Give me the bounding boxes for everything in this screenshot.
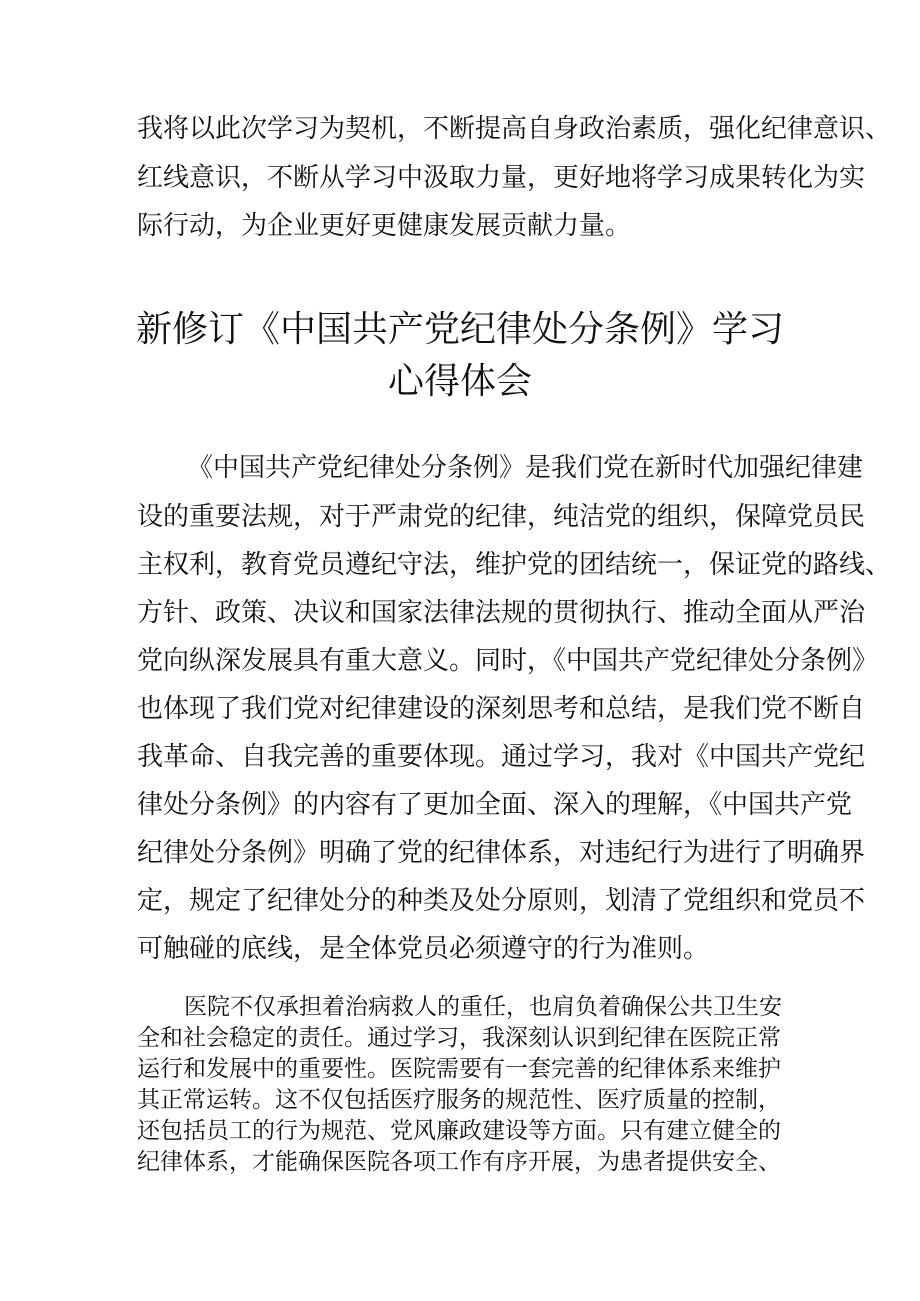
paragraph-line: 纪律处分条例》明确了党的纪律体系，对违纪行为进行了明确界	[137, 838, 866, 868]
paragraph-line: 《中国共产党纪律处分条例》是我们党在新时代加强纪律建	[187, 453, 864, 483]
paragraph-line: 方针、政策、决议和国家法律法规的贯彻执行、推动全面从严治	[137, 598, 866, 628]
paragraph-line: 也体现了我们党对纪律建设的深刻思考和总结，是我们党不断自	[137, 694, 866, 724]
paragraph-line: 律处分条例》的内容有了更加全面、深入的理解，《中国共产党	[137, 790, 853, 820]
paragraph-line: 纪律体系，才能确保医院各项工作有序开展，为患者提供安全、	[137, 1149, 781, 1175]
paragraph-line: 党向纵深发展具有重大意义。同时，《中国共产党纪律处分条例》	[137, 646, 879, 676]
title-line: 心得体会	[387, 361, 532, 402]
paragraph-line: 运行和发展中的重要性。医院需要有一套完善的纪律体系来维护	[137, 1056, 781, 1082]
paragraph-line: 其正常运转。这不仅包括医疗服务的规范性、医疗质量的控制，	[137, 1087, 781, 1113]
intro-line: 际行动，为企业更好更健康发展贡献力量。	[137, 211, 632, 241]
paragraph-line: 主权利，教育党员遵纪守法，维护党的团结统一，保证党的路线、	[137, 550, 892, 580]
intro-line: 我将以此次学习为契机，不断提高自身政治素质，强化纪律意识、	[137, 114, 892, 144]
title-line: 新修订《中国共产党纪律处分条例》学习	[135, 309, 784, 350]
paragraph-line: 设的重要法规，对于严肃党的纪律，纯洁党的组织，保障党员民	[137, 502, 866, 532]
paragraph-line: 我革命、自我完善的重要体现。通过学习，我对《中国共产党纪	[137, 742, 866, 772]
paragraph-line: 还包括员工的行为规范、党风廉政建设等方面。只有建立健全的	[137, 1118, 781, 1144]
paragraph-line: 定，规定了纪律处分的种类及处分原则，划清了党组织和党员不	[137, 886, 866, 916]
intro-line: 红线意识，不断从学习中汲取力量，更好地将学习成果转化为实	[137, 163, 866, 193]
paragraph-line: 全和社会稳定的责任。通过学习，我深刻认识到纪律在医院正常	[137, 1025, 781, 1051]
paragraph-line: 医院不仅承担着治病救人的重任，也肩负着确保公共卫生安	[184, 994, 782, 1020]
paragraph-line: 可触碰的底线，是全体党员必须遵守的行为准则。	[137, 934, 710, 964]
